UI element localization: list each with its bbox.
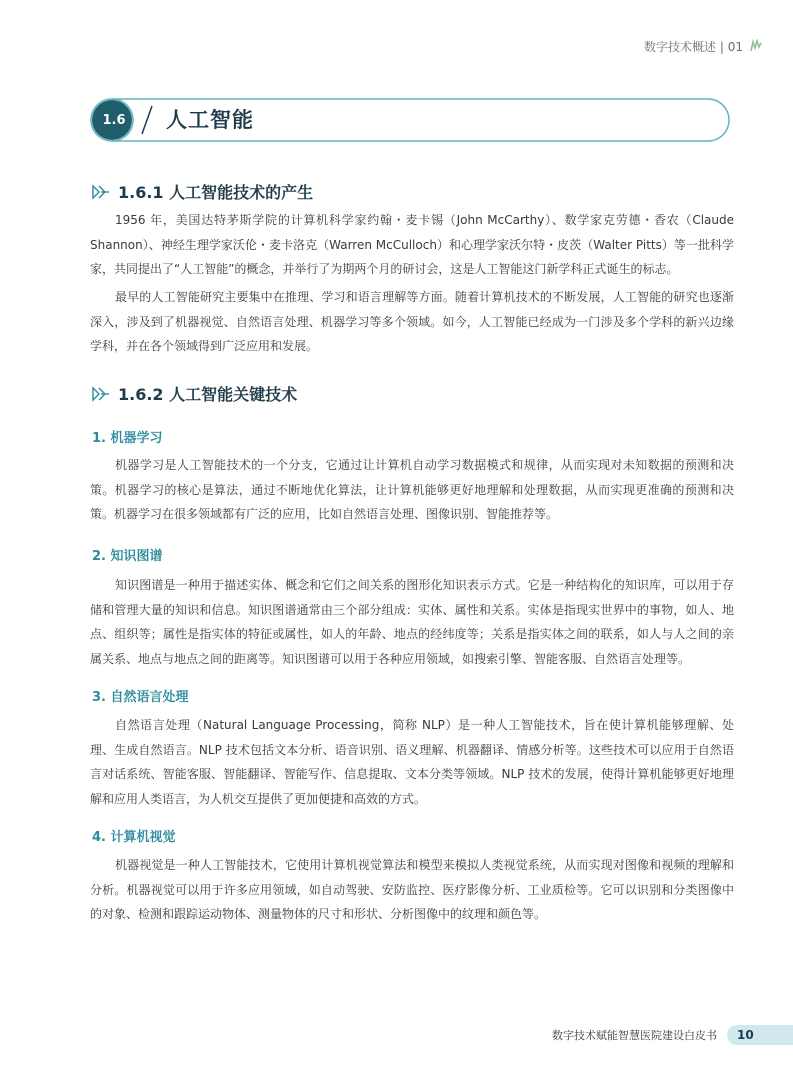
paragraph: 机器学习是人工智能技术的一个分支，它通过让计算机自动学习数据模式和规律，从而实现对未知数据的预测和决策。机器学习的核心是算法，通过不断地优化算法，让计算机能够更好地理解和处理数据，从而实现更准确的预测和决策。机器学习在很多领域都有广泛的应用，比如自然语言处理、图像识别、智能推荐等。 [90,458,734,521]
paragraph: 机器视觉是一种人工智能技术，它使用计算机视觉算法和模型来模拟人类视觉系统，从而实现对图像和视频的理解和分析。机器视觉可以用于许多应用领域，如自动驾驶、安防监控、医疗影像分析、工业质检等。它可以识别和分类图像中的对象、检测和跟踪运动物体、测量物体的尺寸和形状、分析图像中的纹理和颜色等。 [90,858,734,921]
page-number: 10 [727,1025,793,1045]
paragraph: 自然语言处理（Natural Language Processing，简称 NLP）是一种人工智能技术，旨在使计算机能够理解、处理、生成自然语言。NLP 技术包括文本分析、语音识别、语义理解、机器翻译、情感分析等。这些技术可以应用于自然语言对话系统、智能客服、智能翻译、智能写作、信息提取、文本分类等领域。NLP 技术的发展，使得计算机能够更好地理解和应用人类语言，为人机交互提供了更加便捷和高效的方式。 [90,718,734,806]
section-number: 1.6 [102,112,126,128]
paragraph: 知识图谱是一种用于描述实体、概念和它们之间关系的图形化知识表示方式。它是一种结构化的知识库，可以用于存储和管理大量的知识和信息。知识图谱通常由三个部分组成：实体、属性和关系。实体是指现实世界中的事物，如人、地点、组织等；属性是指实体的特征或属性，如人的年龄、地点的经纬度等；关系是指实体之间的联系，如人与人之间的亲属关系、地点与地点之间的距离等。知识图谱可以用于各种应用领域，如搜索引擎、智能客服、自然语言处理等。 [90,578,734,666]
subsection-heading [92,382,297,405]
paragraph: 1956 年，美国达特茅斯学院的计算机科学家约翰・麦卡锡（John McCarthy）、数学家克劳德・香农（Claude Shannon）、神经生理学家沃伦・麦卡洛克（Warren McCulloch）和心理学家沃尔特・皮茨（Walter Pitts）等一批科学家，共同提出了“人工智能”的概念，并举行了为期两个月的研讨会，这是人工智能这门新学科正式诞生的标志。 [90,213,734,276]
footer-book-title: 数字技术赋能智慧医院建设白皮书 [552,1029,717,1042]
subsection-heading [92,180,313,203]
running-title: 数字技术概述 | 01 [644,39,743,54]
logo-icon [749,39,763,53]
arrow-icon [92,184,110,200]
item-heading: 3. 自然语言处理 [92,690,189,705]
item-heading: 2. 知识图谱 [92,549,163,564]
paragraph: 最早的人工智能研究主要集中在推理、学习和语言理解等方面。随着计算机技术的不断发展，人工智能的研究也逐渐深入，涉及到了机器视觉、自然语言处理、机器学习等多个领域。如今，人工智能已经成为一门涉及多个学科的新兴边缘学科，并在各个领域得到广泛应用和发展。 [90,290,734,353]
section-title: 人工智能 [166,108,254,132]
item-heading: 1. 机器学习 [92,431,163,446]
page-footer [552,1025,793,1045]
subsection-title: 1.6.2 人工智能关键技术 [118,385,298,404]
item-heading: 4. 计算机视觉 [92,830,176,845]
running-header [644,36,763,56]
subsection-title: 1.6.1 人工智能技术的产生 [118,183,314,202]
section-banner [90,98,730,142]
arrow-icon [92,386,110,402]
